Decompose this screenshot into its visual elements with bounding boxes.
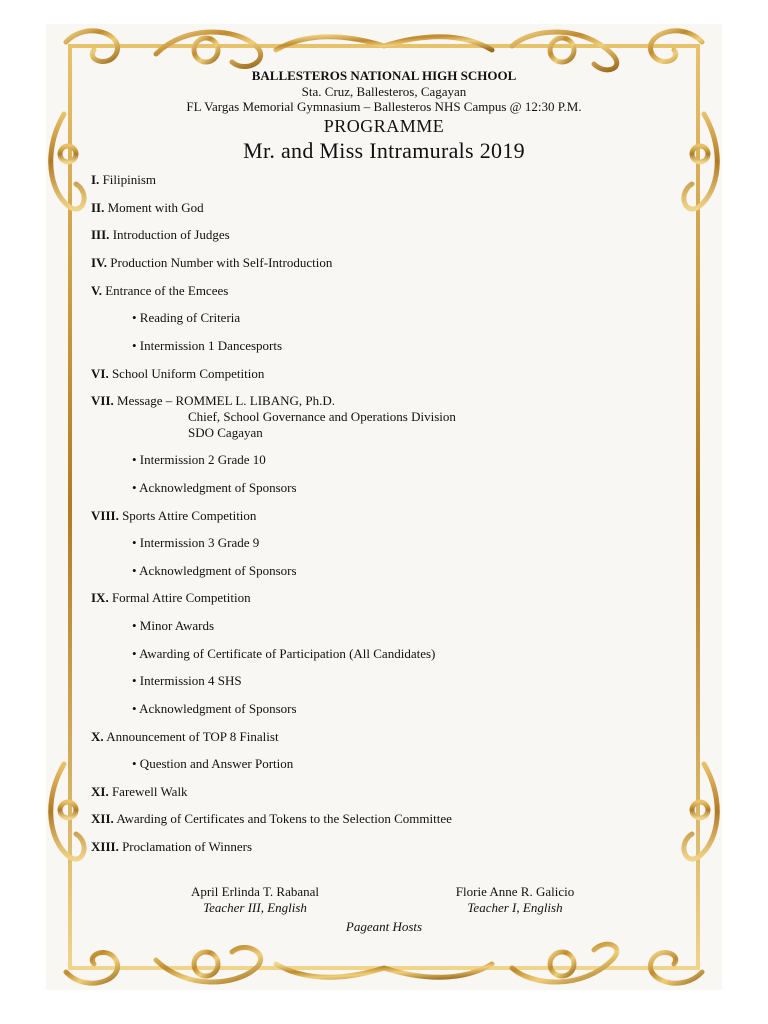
pageant-hosts-label: Pageant Hosts: [345, 919, 423, 934]
school-address: Sta. Cruz, Ballesteros, Cagayan: [301, 84, 467, 99]
programme-item: VII. Message – ROMMEL L. LIBANG, Ph.D.: [91, 393, 335, 408]
programme-item: XII. Awarding of Certificates and Tokens to the Selection Committee: [91, 811, 452, 826]
signatory-role: Teacher III, English: [203, 900, 307, 915]
school-name: BALLESTEROS NATIONAL HIGH SCHOOL: [251, 68, 517, 83]
programme-item: IX. Formal Attire Competition: [91, 590, 251, 605]
signatory-name: April Erlinda T. Rabanal: [190, 884, 320, 899]
message-speaker-title: Chief, School Governance and Operations Division: [188, 409, 456, 424]
programme-subitem: • Intermission 1 Dancesports: [132, 338, 283, 353]
programme-item: X. Announcement of TOP 8 Finalist: [91, 729, 279, 744]
programme-subitem: • Intermission 2 Grade 10: [132, 452, 266, 467]
signatory-1: [160, 884, 350, 916]
programme-subitem: • Acknowledgment of Sponsors: [132, 480, 297, 495]
programme-item: XIII. Proclamation of Winners: [91, 839, 253, 854]
programme-item: III. Introduction of Judges: [91, 227, 230, 242]
programme-item: VIII. Sports Attire Competition: [91, 508, 257, 523]
programme-item: XI. Farewell Walk: [91, 784, 188, 799]
programme-subitem: • Question and Answer Portion: [132, 756, 294, 771]
programme-item: VI. School Uniform Competition: [91, 366, 265, 381]
programme-header: [0, 68, 768, 165]
message-speaker-office: SDO Cagayan: [188, 425, 263, 440]
signatory-name: Florie Anne R. Galicio: [455, 884, 575, 899]
programme-item: I. Filipinism: [91, 172, 157, 187]
programme-item: II. Moment with God: [91, 200, 204, 215]
programme-subitem: • Intermission 4 SHS: [132, 673, 242, 688]
programme-subitem: • Awarding of Certificate of Participation (All Candidates): [132, 646, 436, 661]
signatory-2: [420, 884, 610, 916]
event-title: Mr. and Miss Intramurals 2019: [243, 138, 525, 163]
programme-subitem: • Minor Awards: [132, 618, 215, 633]
programme-subitem: • Acknowledgment of Sponsors: [132, 563, 297, 578]
programme-item: V. Entrance of the Emcees: [91, 283, 229, 298]
programme-subitem: • Intermission 3 Grade 9: [132, 535, 260, 550]
programme-subitem: • Acknowledgment of Sponsors: [132, 701, 297, 716]
programme-subitem: • Reading of Criteria: [132, 310, 241, 325]
event-venue: FL Vargas Memorial Gymnasium – Ballesteros NHS Campus @ 12:30 P.M.: [186, 99, 582, 114]
signatory-role: Teacher I, English: [467, 900, 563, 915]
programme-label: PROGRAMME: [323, 116, 445, 136]
programme-item: IV. Production Number with Self-Introduction: [91, 255, 333, 270]
